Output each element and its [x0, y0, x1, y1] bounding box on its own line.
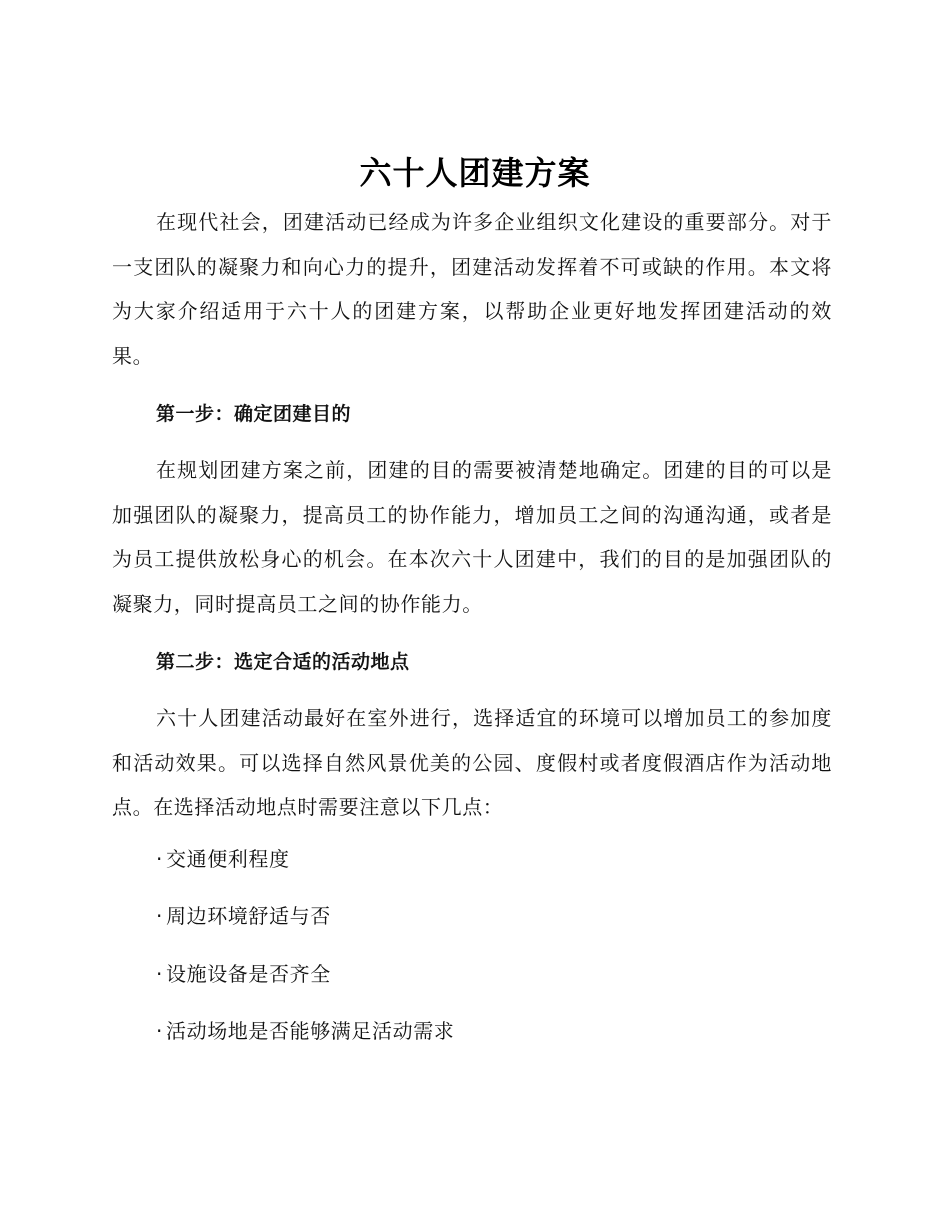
- spacer: [112, 440, 832, 448]
- bullet-marker: ·: [156, 904, 163, 928]
- step1-paragraph: 在规划团建方案之前，团建的目的需要被清楚地确定。团建的目的可以是加强团队的凝聚力，提高员工的协作能力，增加员工之间的沟通沟通，或者是为员工提供放松身心的机会。在本次六十人团建中，我们的目的是加强团队的凝聚力，同时提高员工之间的协作能力。: [112, 458, 832, 616]
- intro-paragraph: 在现代社会，团建活动已经成为许多企业组织文化建设的重要部分。对于一支团队的凝聚力和向心力的提升，团建活动发挥着不可或缺的作用。本文将为大家介绍适用于六十人的团建方案，以帮助企业更好地发挥团建活动的效果。: [112, 210, 832, 368]
- bullet-marker: ·: [156, 1019, 163, 1043]
- bullet-marker: ·: [156, 846, 163, 871]
- list-item: [112, 897, 832, 935]
- document-title: 六十人团建方案: [359, 154, 591, 192]
- location-criteria-list: [112, 840, 832, 1051]
- list-item: [112, 840, 832, 878]
- list-item-text: 活动场地是否能够满足活动需求: [166, 1019, 455, 1043]
- document-body: [112, 200, 832, 1070]
- bullet-marker: ·: [156, 961, 163, 986]
- spacer: [112, 626, 832, 634]
- step1-heading: 第一步：确定团建目的: [156, 403, 352, 425]
- list-item-text: 设施设备是否齐全: [166, 961, 331, 986]
- step2-heading: 第二步：选定合适的活动地点: [156, 651, 410, 673]
- list-item-text: 交通便利程度: [166, 846, 290, 871]
- spacer: [112, 688, 832, 696]
- spacer: [112, 378, 832, 386]
- list-item-text: 周边环境舒适与否: [166, 904, 331, 928]
- list-item: [112, 955, 832, 993]
- step2-paragraph: 六十人团建活动最好在室外进行，选择适宜的环境可以增加员工的参加度和活动效果。可以选择自然风景优美的公园、度假村或者度假酒店作为活动地点。在选择活动地点时需要注意以下几点：: [112, 706, 832, 819]
- list-item: [112, 1012, 832, 1050]
